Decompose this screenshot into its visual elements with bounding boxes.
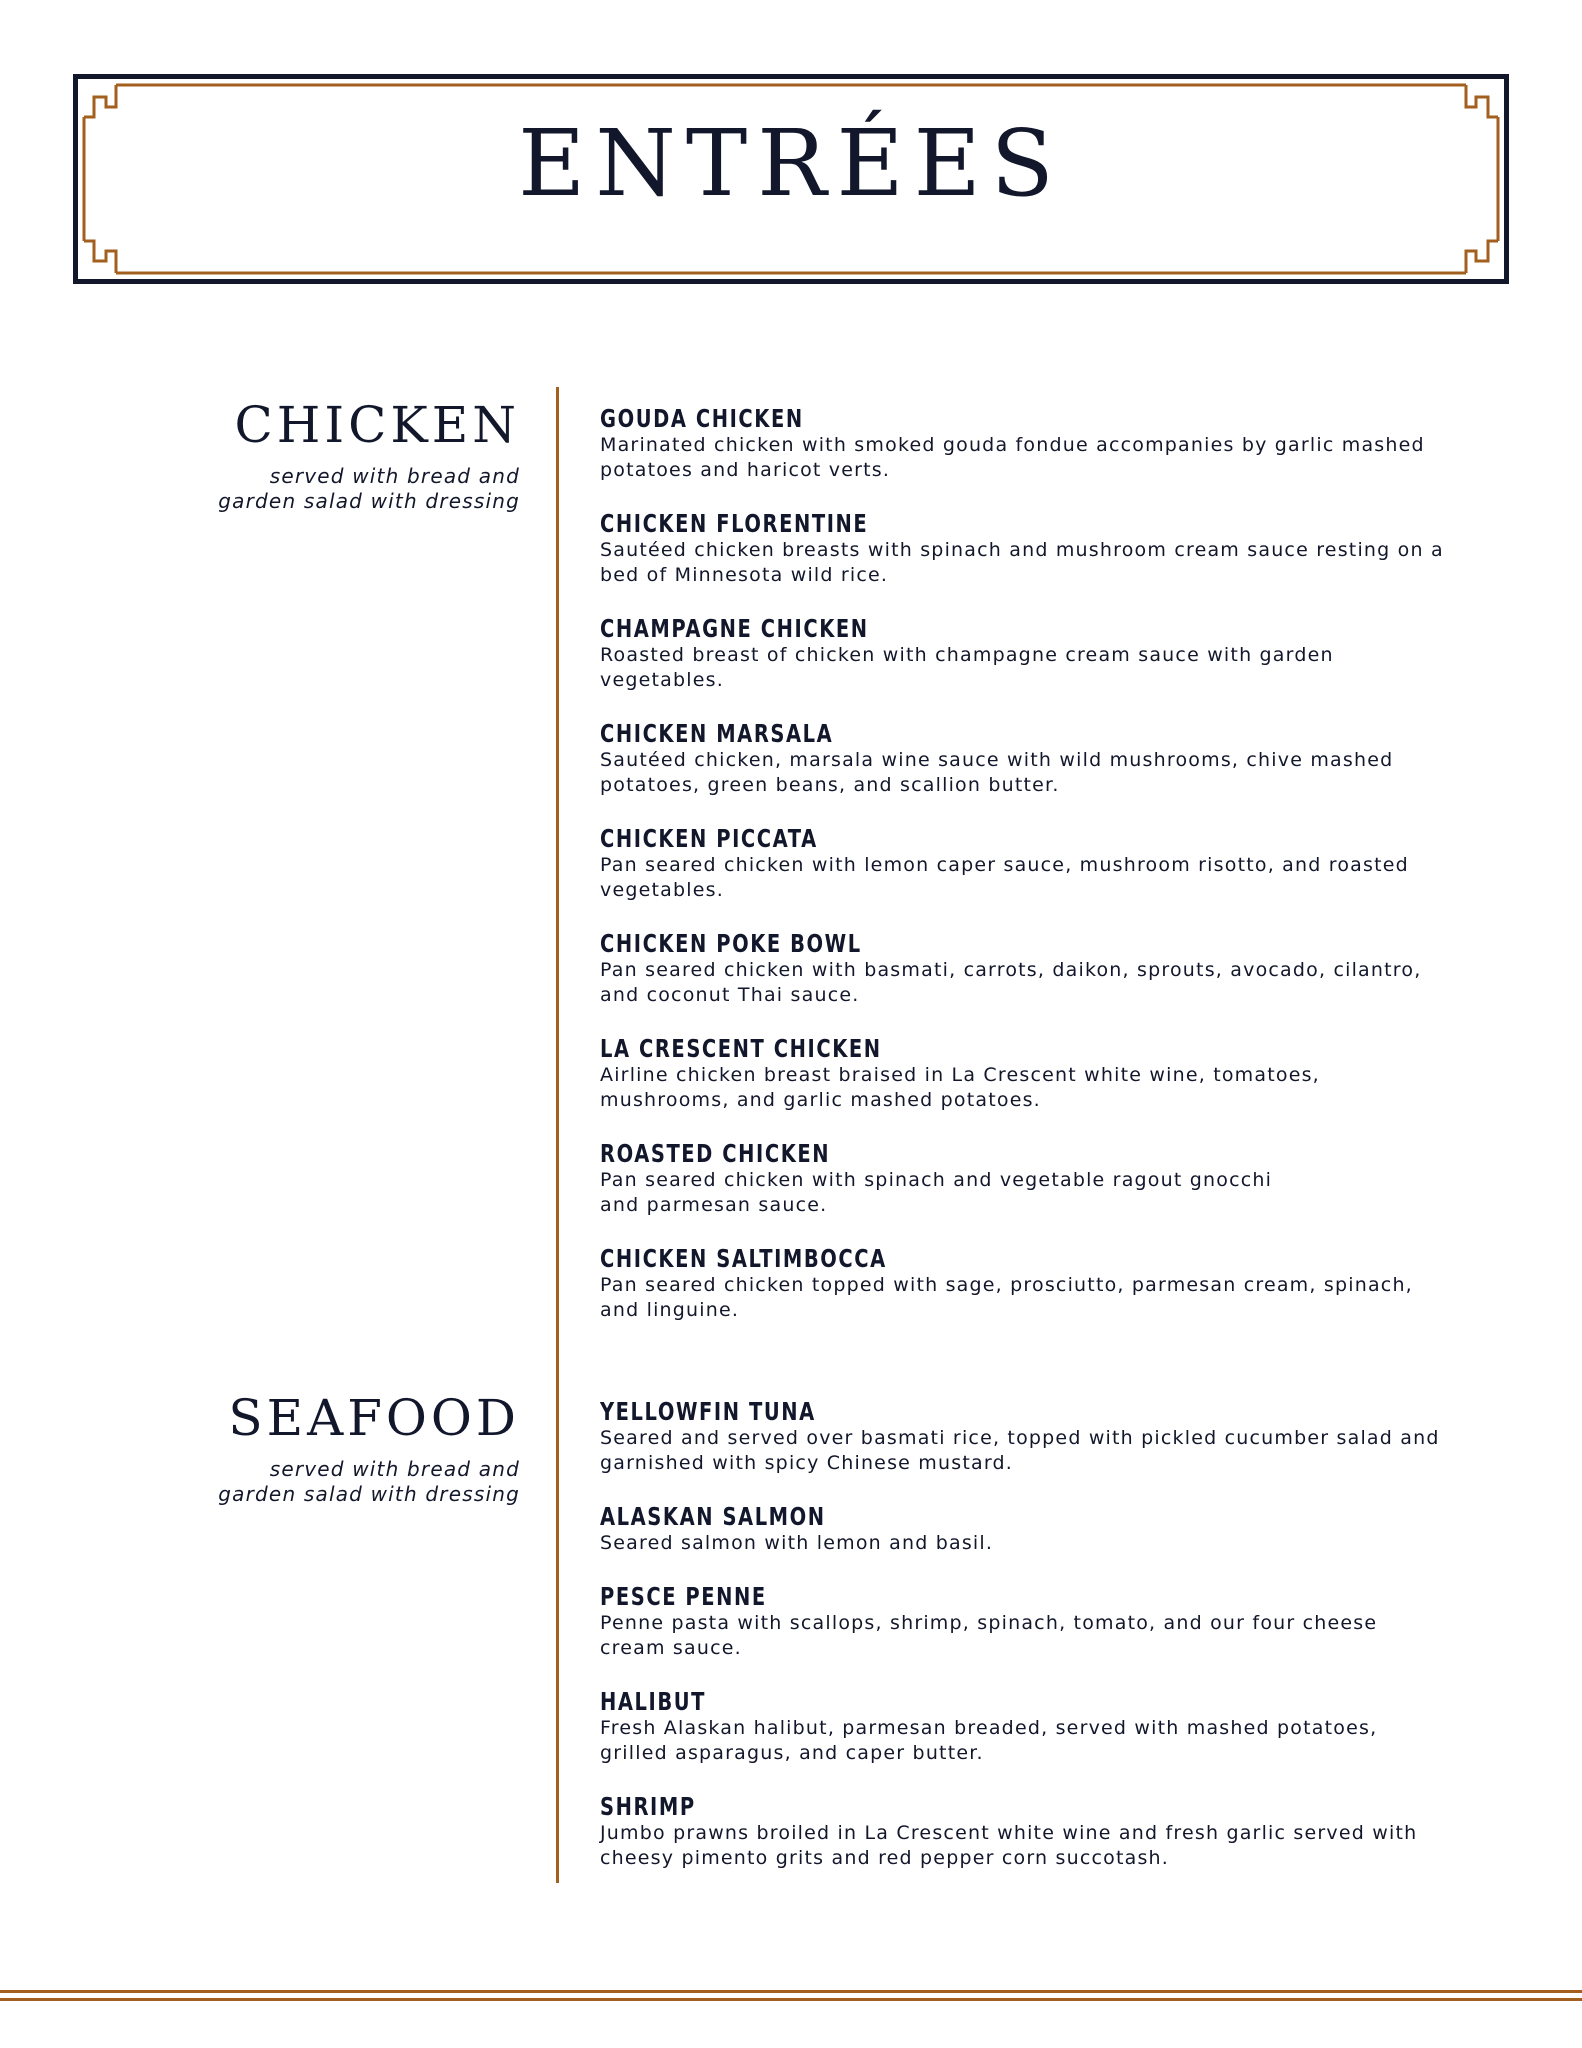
item-name: GOUDA CHICKEN [600, 404, 804, 433]
item-description-line: Penne pasta with scallops, shrimp, spinach, tomato, and our four cheese [600, 1612, 1378, 1634]
menu-item [600, 825, 1490, 903]
section-heading-seafood [100, 1389, 520, 1507]
item-description-line: Sautéed chicken, marsala wine sauce with wild mushrooms, chive mashed [600, 749, 1394, 771]
item-description-line: Pan seared chicken with basmati, carrots, daikon, sprouts, avocado, cilantro, [600, 959, 1422, 981]
item-name: CHICKEN MARSALA [600, 719, 834, 748]
item-description-line: potatoes, green beans, and scallion butter. [600, 774, 1060, 796]
menu-item [600, 720, 1490, 798]
item-name: CHICKEN PICCATA [600, 824, 818, 853]
menu-item [600, 510, 1490, 588]
item-description-line: Pan seared chicken with lemon caper sauce, mushroom risotto, and roasted [600, 854, 1409, 876]
footer-rule-line [0, 1998, 1582, 2001]
item-description-line: Airline chicken breast braised in La Crescent white wine, tomatoes, [600, 1064, 1320, 1086]
item-name: HALIBUT [600, 1687, 707, 1716]
item-name: PESCE PENNE [600, 1582, 767, 1611]
menu-item [600, 615, 1490, 693]
section-note-line: served with bread and [269, 1457, 520, 1481]
item-name: CHICKEN FLORENTINE [600, 509, 869, 538]
menu-item [600, 1398, 1490, 1476]
item-description-line: and coconut Thai sauce. [600, 984, 860, 1006]
chicken-items-list [600, 405, 1490, 1323]
item-name: CHAMPAGNE CHICKEN [600, 614, 869, 643]
item-description-line: cheesy pimento grits and red pepper corn succotash. [600, 1847, 1170, 1869]
section-title: CHICKEN [234, 396, 520, 454]
item-description-line: Jumbo prawns broiled in La Crescent white wine and fresh garlic served with [600, 1822, 1418, 1844]
item-name: ALASKAN SALMON [600, 1502, 826, 1531]
menu-item [600, 1688, 1490, 1766]
section-note-line: garden salad with dressing [218, 489, 520, 513]
item-description-line: grilled asparagus, and caper butter. [600, 1742, 984, 1764]
item-description-line: Marinated chicken with smoked gouda fondue accompanies by garlic mashed [600, 434, 1425, 456]
item-name: LA CRESCENT CHICKEN [600, 1034, 882, 1063]
item-description-line: Sautéed chicken breasts with spinach and mushroom cream sauce resting on a [600, 539, 1444, 561]
menu-item [600, 405, 1490, 483]
item-name: CHICKEN SALTIMBOCCA [600, 1244, 887, 1273]
menu-item [600, 1035, 1490, 1113]
item-description-line: vegetables. [600, 879, 724, 901]
seafood-items-list [600, 1398, 1490, 1871]
item-description-line: vegetables. [600, 669, 724, 691]
item-description-line: mushrooms, and garlic mashed potatoes. [600, 1089, 1041, 1111]
item-description-line: and linguine. [600, 1299, 740, 1321]
section-title: SEAFOOD [228, 1389, 520, 1447]
item-description-line: and parmesan sauce. [600, 1194, 828, 1216]
footer-rule-line [0, 1990, 1582, 1993]
item-description-line: Pan seared chicken topped with sage, prosciutto, parmesan cream, spinach, [600, 1274, 1413, 1296]
page-title: ENTRÉES [518, 110, 1064, 217]
item-description-line: Seared and served over basmati rice, topped with pickled cucumber salad and [600, 1427, 1440, 1449]
item-description-line: Seared salmon with lemon and basil. [600, 1532, 994, 1554]
footer-double-rule [0, 1990, 1582, 2002]
menu-item [600, 1793, 1490, 1871]
item-description-line: garnished with spicy Chinese mustard. [600, 1452, 1014, 1474]
vertical-divider [556, 387, 559, 1883]
menu-item [600, 1583, 1490, 1661]
item-description-line: Fresh Alaskan halibut, parmesan breaded, served with mashed potatoes, [600, 1717, 1378, 1739]
item-description-line: cream sauce. [600, 1637, 742, 1659]
section-note-line: garden salad with dressing [218, 1482, 520, 1506]
menu-item [600, 1245, 1490, 1323]
menu-item [600, 1140, 1490, 1218]
item-name: SHRIMP [600, 1792, 696, 1821]
menu-item [600, 1503, 1490, 1556]
item-description-line: potatoes and haricot verts. [600, 459, 891, 481]
item-name: YELLOWFIN TUNA [600, 1397, 816, 1426]
menu-item [600, 930, 1490, 1008]
section-note-line: served with bread and [269, 464, 520, 488]
item-name: ROASTED CHICKEN [600, 1139, 831, 1168]
section-heading-chicken [100, 396, 520, 514]
item-description-line: bed of Minnesota wild rice. [600, 564, 889, 586]
item-name: CHICKEN POKE BOWL [600, 929, 862, 958]
item-description-line: Pan seared chicken with spinach and vegetable ragout gnocchi [600, 1169, 1273, 1191]
item-description-line: Roasted breast of chicken with champagne cream sauce with garden [600, 644, 1334, 666]
